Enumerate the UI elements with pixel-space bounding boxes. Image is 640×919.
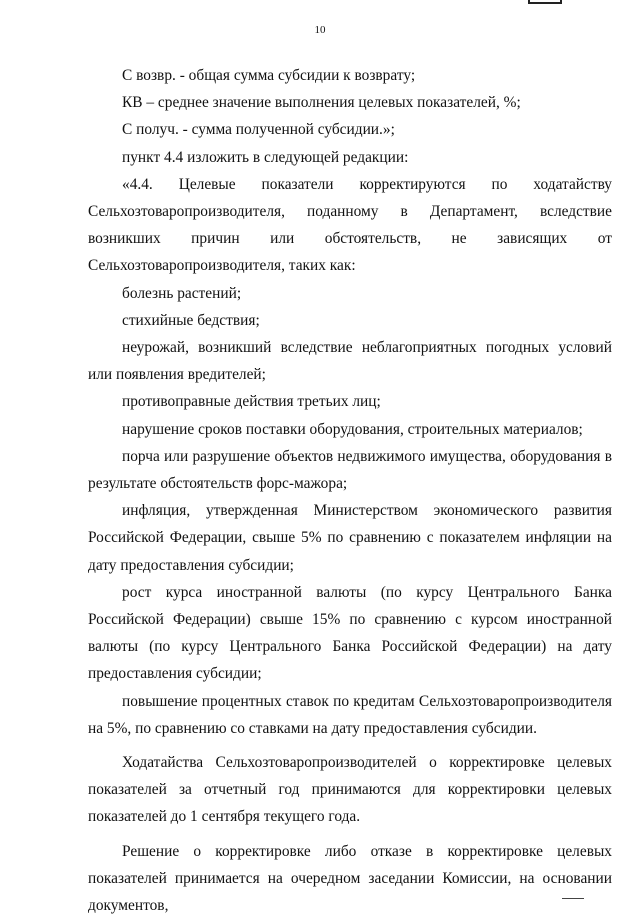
paragraph-petitions: Ходатайства Сельхозтоваропроизводителей о корректировке целевых показателей за отчетный год принимаются для корректировки целевых показателей до 1 сентября текущего года. bbox=[88, 754, 612, 826]
paragraph-decision: Решение о корректировке либо отказе в корректировке целевых показателей принимается на очередном заседании Комиссии, на основании документов, bbox=[88, 842, 612, 915]
list-item-delivery-delay: нарушение сроков поставки оборудования, строительных материалов; bbox=[122, 420, 583, 438]
list-item-property-damage: порча или разрушение объектов недвижимого имущества, оборудования в результате обстоятельств форс-мажора; bbox=[88, 447, 612, 493]
scan-bottom-mark bbox=[562, 898, 584, 899]
list-item-unlawful-actions: противоправные действия третьих лиц; bbox=[122, 393, 381, 411]
paragraph-kv: КВ – среднее значение выполнения целевых показателей, %; bbox=[122, 94, 521, 112]
list-item-interest-rates: повышение процентных ставок по кредитам Сельхозтоваропроизводителя на 5%, по сравнению со ставками на дату предоставления субсидии. bbox=[88, 692, 612, 737]
list-item-plant-disease: болезнь растений; bbox=[122, 284, 242, 302]
paragraph-c-poluch: С получ. - сумма полученной субсидии.»; bbox=[122, 121, 395, 139]
scan-corner-mark bbox=[528, 0, 562, 4]
paragraph-c-vozvr: С возвр. - общая сумма субсидии к возврату; bbox=[122, 67, 416, 84]
paragraph-4-4: «4.4. Целевые показатели корректируются по ходатайству Сельхозтоваропроизводителя, поданному в Департамент, вследствие возникших причин или обстоятельств, не зависящих от Сельхозтоваропроизводителя, таких как: bbox=[88, 175, 612, 275]
page-number: 10 bbox=[314, 24, 326, 36]
document-body bbox=[88, 62, 612, 919]
list-item-crop-failure: неурожай, возникший вследствие неблагоприятных погодных условий или появления вредителей; bbox=[88, 339, 612, 384]
paragraph-point-4-4-intro: пункт 4.4 изложить в следующей редакции: bbox=[122, 148, 409, 166]
list-item-natural-disasters: стихийные бедствия; bbox=[122, 311, 260, 329]
list-item-currency-rate: рост курса иностранной валюты (по курсу Центрального Банка Российской Федерации) свыше 15% по сравнению с курсом иностранной валюты (по курсу Центрального Банка Российской Федерации) на дату предоставления субсидии; bbox=[88, 583, 612, 683]
list-item-inflation: инфляция, утвержденная Министерством экономического развития Российской Федерации, свыше 5% по сравнению с показателем инфляции на дату предоставления субсидии; bbox=[88, 502, 612, 574]
